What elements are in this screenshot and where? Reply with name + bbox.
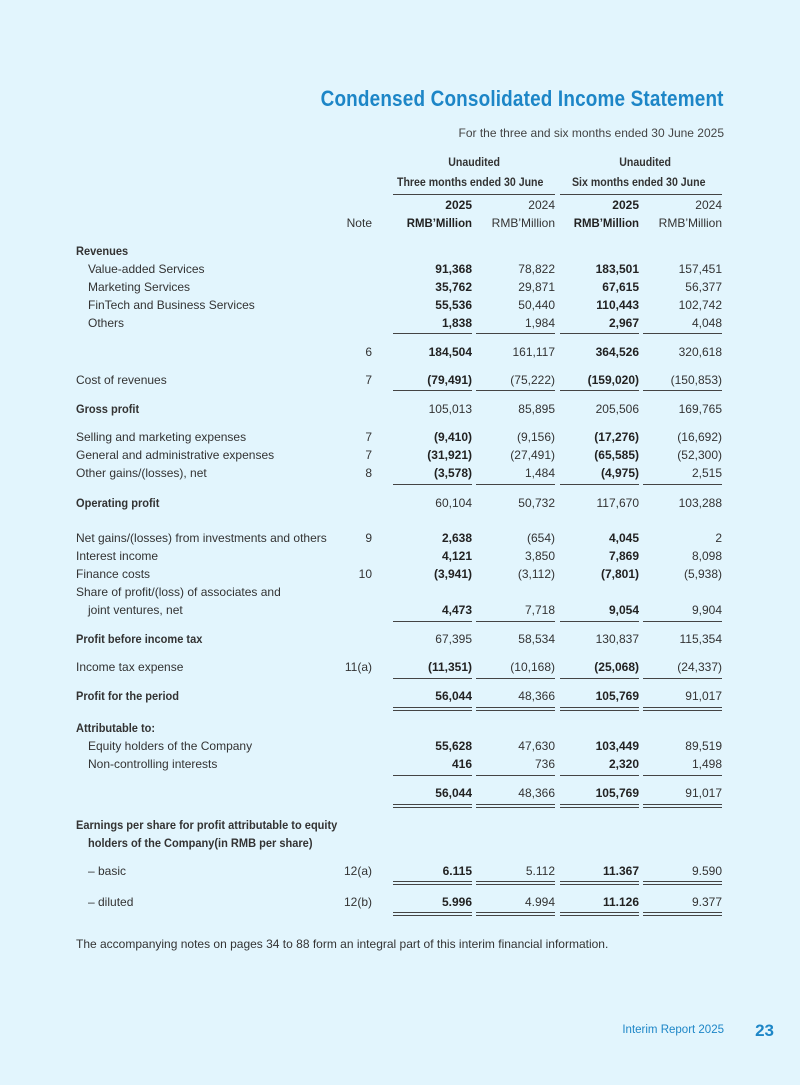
double-underline bbox=[393, 710, 472, 711]
value-cell: 8,098 bbox=[691, 549, 722, 563]
value-cell: (9,410) bbox=[433, 430, 472, 444]
unit-col-1: RMB’Million bbox=[406, 216, 472, 230]
value-cell: (52,300) bbox=[677, 448, 722, 462]
value-cell: 157,451 bbox=[678, 262, 722, 276]
underline bbox=[393, 390, 472, 391]
table-row bbox=[0, 632, 800, 650]
value-cell: 103,288 bbox=[678, 496, 722, 510]
header-unaudited-three: Unaudited bbox=[448, 157, 500, 169]
row-label: FinTech and Business Services bbox=[88, 298, 255, 312]
table-row bbox=[0, 585, 800, 603]
value-cell: 2,320 bbox=[608, 757, 639, 771]
note-cell: 6 bbox=[365, 345, 372, 359]
value-cell: 184,504 bbox=[428, 345, 472, 359]
double-underline bbox=[476, 707, 555, 708]
value-cell: 183,501 bbox=[595, 262, 639, 276]
value-cell: (3,578) bbox=[433, 466, 472, 480]
value-cell: 4,045 bbox=[608, 531, 639, 545]
double-underline bbox=[393, 915, 472, 916]
note-cell: 7 bbox=[365, 448, 372, 462]
row-label: Interest income bbox=[76, 549, 159, 563]
table-row bbox=[0, 567, 800, 585]
row-label-continued: holders of the Company(in RMB per share) bbox=[88, 836, 313, 850]
double-underline bbox=[560, 804, 639, 805]
row-label: Revenues bbox=[76, 244, 129, 258]
double-underline bbox=[643, 881, 722, 882]
value-cell: 117,670 bbox=[596, 496, 639, 510]
double-underline bbox=[560, 807, 639, 808]
underline bbox=[643, 775, 722, 776]
year-col-1: 2025 bbox=[445, 198, 472, 212]
table-row bbox=[0, 531, 800, 549]
value-cell: 4,048 bbox=[691, 316, 722, 330]
note-cell: 12(b) bbox=[343, 895, 372, 909]
double-underline bbox=[560, 710, 639, 711]
value-cell: 50,440 bbox=[518, 298, 555, 312]
header-rule-three bbox=[393, 194, 555, 195]
note-cell: 7 bbox=[365, 430, 372, 444]
table-row bbox=[0, 660, 800, 678]
value-cell: 416 bbox=[451, 757, 472, 771]
underline bbox=[643, 678, 722, 679]
underline bbox=[476, 678, 555, 679]
underline bbox=[560, 333, 639, 334]
underline bbox=[476, 775, 555, 776]
value-cell: 56,044 bbox=[435, 786, 472, 800]
value-cell: 5.112 bbox=[525, 864, 555, 878]
note-cell: 7 bbox=[365, 373, 372, 387]
table-row bbox=[0, 316, 800, 334]
header-rule-six bbox=[560, 194, 722, 195]
value-cell: (654) bbox=[526, 531, 555, 545]
value-cell: 48,366 bbox=[518, 786, 555, 800]
value-cell: 3,850 bbox=[524, 549, 555, 563]
value-cell: 55,536 bbox=[435, 298, 472, 312]
value-cell: 4,473 bbox=[441, 603, 472, 617]
row-label: General and administrative expenses bbox=[76, 448, 275, 462]
value-cell: 205,506 bbox=[595, 402, 639, 416]
value-cell: 110,443 bbox=[596, 298, 639, 312]
double-underline bbox=[560, 884, 639, 885]
underline bbox=[643, 621, 722, 622]
value-cell: 105,769 bbox=[595, 689, 639, 703]
value-cell: 91,017 bbox=[685, 689, 722, 703]
row-label: Gross profit bbox=[76, 402, 140, 416]
underline bbox=[476, 621, 555, 622]
underline bbox=[643, 333, 722, 334]
value-cell: (79,491) bbox=[427, 373, 472, 387]
underline bbox=[476, 333, 555, 334]
value-cell: 115,354 bbox=[679, 632, 722, 646]
underline bbox=[476, 484, 555, 485]
value-cell: (150,853) bbox=[670, 373, 722, 387]
table-row bbox=[0, 786, 800, 804]
row-label: Cost of revenues bbox=[76, 373, 167, 387]
value-cell: 50,732 bbox=[518, 496, 555, 510]
table-row bbox=[0, 280, 800, 298]
double-underline bbox=[476, 915, 555, 916]
report-name: Interim Report 2025 bbox=[622, 1024, 724, 1036]
double-underline bbox=[560, 707, 639, 708]
value-cell: (16,692) bbox=[677, 430, 722, 444]
underline bbox=[560, 678, 639, 679]
value-cell: (25,068) bbox=[594, 660, 639, 674]
double-underline bbox=[643, 915, 722, 916]
double-underline bbox=[643, 912, 722, 913]
note-cell: 10 bbox=[358, 567, 372, 581]
value-cell: (75,222) bbox=[510, 373, 555, 387]
unit-col-4: RMB’Million bbox=[658, 216, 722, 230]
row-label: Others bbox=[88, 316, 125, 330]
underline bbox=[393, 775, 472, 776]
value-cell: (24,337) bbox=[677, 660, 722, 674]
double-underline bbox=[560, 915, 639, 916]
value-cell: (31,921) bbox=[427, 448, 472, 462]
underline bbox=[560, 621, 639, 622]
double-underline bbox=[393, 707, 472, 708]
value-cell: (3,941) bbox=[433, 567, 472, 581]
underline bbox=[393, 621, 472, 622]
value-cell: (9,156) bbox=[516, 430, 555, 444]
table-row bbox=[0, 721, 800, 739]
row-label: – diluted bbox=[88, 895, 134, 909]
table-row bbox=[0, 298, 800, 316]
header-unit-row bbox=[0, 216, 800, 234]
value-cell: 1,484 bbox=[524, 466, 555, 480]
underline bbox=[560, 390, 639, 391]
value-cell: 105,769 bbox=[595, 786, 639, 800]
header-three-months: Three months ended 30 June bbox=[397, 177, 544, 189]
value-cell: 91,368 bbox=[435, 262, 472, 276]
page-number: 23 bbox=[755, 1021, 774, 1040]
value-cell: 91,017 bbox=[685, 786, 722, 800]
row-label: Equity holders of the Company bbox=[88, 739, 253, 753]
underline bbox=[560, 775, 639, 776]
value-cell: 9.590 bbox=[691, 864, 722, 878]
double-underline bbox=[476, 807, 555, 808]
table-row bbox=[0, 466, 800, 484]
row-label: Attributable to: bbox=[76, 721, 156, 735]
table-row bbox=[0, 430, 800, 448]
table-row bbox=[0, 818, 800, 836]
value-cell: (65,585) bbox=[594, 448, 639, 462]
double-underline bbox=[476, 710, 555, 711]
row-label: Net gains/(losses) from investments and others bbox=[76, 531, 327, 545]
row-label: Share of profit/(loss) of associates and bbox=[76, 585, 281, 599]
value-cell: 35,762 bbox=[435, 280, 472, 294]
value-cell: 11.126 bbox=[602, 895, 639, 909]
value-cell: 85,895 bbox=[518, 402, 555, 416]
value-cell: (159,020) bbox=[587, 373, 639, 387]
value-cell: 102,742 bbox=[678, 298, 722, 312]
table-row bbox=[0, 345, 800, 363]
double-underline bbox=[393, 884, 472, 885]
double-underline bbox=[476, 912, 555, 913]
value-cell: 161,117 bbox=[512, 345, 555, 359]
value-cell: 67,395 bbox=[435, 632, 472, 646]
value-cell: 1,984 bbox=[524, 316, 555, 330]
value-cell: 78,822 bbox=[518, 262, 555, 276]
value-cell: 736 bbox=[534, 757, 555, 771]
underline bbox=[393, 333, 472, 334]
table-row bbox=[0, 373, 800, 391]
double-underline bbox=[643, 884, 722, 885]
table-row bbox=[0, 836, 800, 854]
row-label: Earnings per share for profit attributable to equity bbox=[76, 818, 338, 832]
unit-col-3: RMB’Million bbox=[573, 216, 639, 230]
row-label: Non-controlling interests bbox=[88, 757, 218, 771]
page-subtitle: For the three and six months ended 30 June 2025 bbox=[458, 126, 724, 140]
value-cell: 130,837 bbox=[595, 632, 639, 646]
year-col-3: 2025 bbox=[612, 198, 639, 212]
value-cell: 2,967 bbox=[608, 316, 639, 330]
value-cell: 47,630 bbox=[518, 739, 555, 753]
row-label: Profit before income tax bbox=[76, 632, 203, 646]
row-label: Selling and marketing expenses bbox=[76, 430, 247, 444]
note-cell: 9 bbox=[365, 531, 372, 545]
double-underline bbox=[643, 804, 722, 805]
year-col-4: 2024 bbox=[695, 198, 722, 212]
double-underline bbox=[476, 884, 555, 885]
underline bbox=[643, 484, 722, 485]
value-cell: 29,871 bbox=[518, 280, 555, 294]
table-row bbox=[0, 757, 800, 775]
value-cell: 60,104 bbox=[435, 496, 472, 510]
underline bbox=[560, 484, 639, 485]
double-underline bbox=[393, 881, 472, 882]
table-row bbox=[0, 895, 800, 913]
value-cell: 320,618 bbox=[678, 345, 722, 359]
value-cell: 103,449 bbox=[595, 739, 639, 753]
value-cell: (11,351) bbox=[427, 660, 472, 674]
row-label: Value-added Services bbox=[88, 262, 205, 276]
value-cell: 56,044 bbox=[435, 689, 472, 703]
value-cell: 6.115 bbox=[442, 864, 472, 878]
row-label: Income tax expense bbox=[76, 660, 184, 674]
value-cell: 7,718 bbox=[524, 603, 555, 617]
header-six-months: Six months ended 30 June bbox=[572, 177, 706, 189]
table-row bbox=[0, 603, 800, 621]
value-cell: 9,904 bbox=[691, 603, 722, 617]
value-cell: (4,975) bbox=[600, 466, 639, 480]
value-cell: 1,498 bbox=[691, 757, 722, 771]
value-cell: (3,112) bbox=[517, 567, 555, 581]
value-cell: 89,519 bbox=[685, 739, 722, 753]
value-cell: 58,534 bbox=[518, 632, 555, 646]
double-underline bbox=[643, 707, 722, 708]
value-cell: 55,628 bbox=[435, 739, 472, 753]
value-cell: 7,869 bbox=[608, 549, 639, 563]
double-underline bbox=[476, 804, 555, 805]
table-row bbox=[0, 244, 800, 262]
value-cell: 56,377 bbox=[685, 280, 722, 294]
double-underline bbox=[560, 912, 639, 913]
value-cell: 2,638 bbox=[441, 531, 472, 545]
double-underline bbox=[560, 881, 639, 882]
row-label-continued: joint ventures, net bbox=[88, 603, 183, 617]
underline bbox=[393, 484, 472, 485]
underline bbox=[393, 678, 472, 679]
value-cell: 2,515 bbox=[691, 466, 722, 480]
value-cell: 105,013 bbox=[428, 402, 472, 416]
row-label: Marketing Services bbox=[88, 280, 191, 294]
table-row bbox=[0, 262, 800, 280]
table-row bbox=[0, 496, 800, 514]
double-underline bbox=[643, 710, 722, 711]
note-cell: 8 bbox=[365, 466, 372, 480]
table-row bbox=[0, 448, 800, 466]
header-year-row bbox=[0, 198, 800, 216]
value-cell: (27,491) bbox=[510, 448, 555, 462]
underline bbox=[643, 390, 722, 391]
row-label: Finance costs bbox=[76, 567, 151, 581]
double-underline bbox=[393, 912, 472, 913]
value-cell: 2 bbox=[715, 531, 722, 545]
value-cell: (17,276) bbox=[594, 430, 639, 444]
year-col-2: 2024 bbox=[528, 198, 555, 212]
table-row bbox=[0, 402, 800, 420]
row-label: – basic bbox=[88, 864, 127, 878]
row-label: Profit for the period bbox=[76, 689, 180, 703]
header-unaudited-six: Unaudited bbox=[619, 157, 671, 169]
table-row bbox=[0, 689, 800, 707]
value-cell: 5.996 bbox=[441, 895, 472, 909]
value-cell: 9.377 bbox=[691, 895, 722, 909]
note-cell: 11(a) bbox=[344, 660, 372, 674]
value-cell: 67,615 bbox=[602, 280, 639, 294]
row-label: Operating profit bbox=[76, 496, 160, 510]
note-cell: 12(a) bbox=[343, 864, 372, 878]
double-underline bbox=[643, 807, 722, 808]
table-row bbox=[0, 864, 800, 882]
value-cell: 11.367 bbox=[602, 864, 639, 878]
table-row bbox=[0, 549, 800, 567]
value-cell: (5,938) bbox=[683, 567, 722, 581]
double-underline bbox=[393, 807, 472, 808]
value-cell: 9,054 bbox=[608, 603, 639, 617]
page-title: Condensed Consolidated Income Statement bbox=[320, 86, 724, 111]
underline bbox=[476, 390, 555, 391]
double-underline bbox=[476, 881, 555, 882]
footnote: The accompanying notes on pages 34 to 88 form an integral part of this interim financial information. bbox=[76, 937, 609, 951]
value-cell: (7,801) bbox=[600, 567, 639, 581]
double-underline bbox=[393, 804, 472, 805]
value-cell: 4.994 bbox=[524, 895, 555, 909]
value-cell: 4,121 bbox=[441, 549, 472, 563]
unit-col-2: RMB’Million bbox=[491, 216, 555, 230]
table-row bbox=[0, 739, 800, 757]
value-cell: 48,366 bbox=[518, 689, 555, 703]
value-cell: 364,526 bbox=[595, 345, 639, 359]
row-label: Other gains/(losses), net bbox=[76, 466, 207, 480]
value-cell: 169,765 bbox=[678, 402, 722, 416]
value-cell: (10,168) bbox=[510, 660, 555, 674]
note-header: Note bbox=[346, 216, 372, 230]
value-cell: 1,838 bbox=[441, 316, 472, 330]
